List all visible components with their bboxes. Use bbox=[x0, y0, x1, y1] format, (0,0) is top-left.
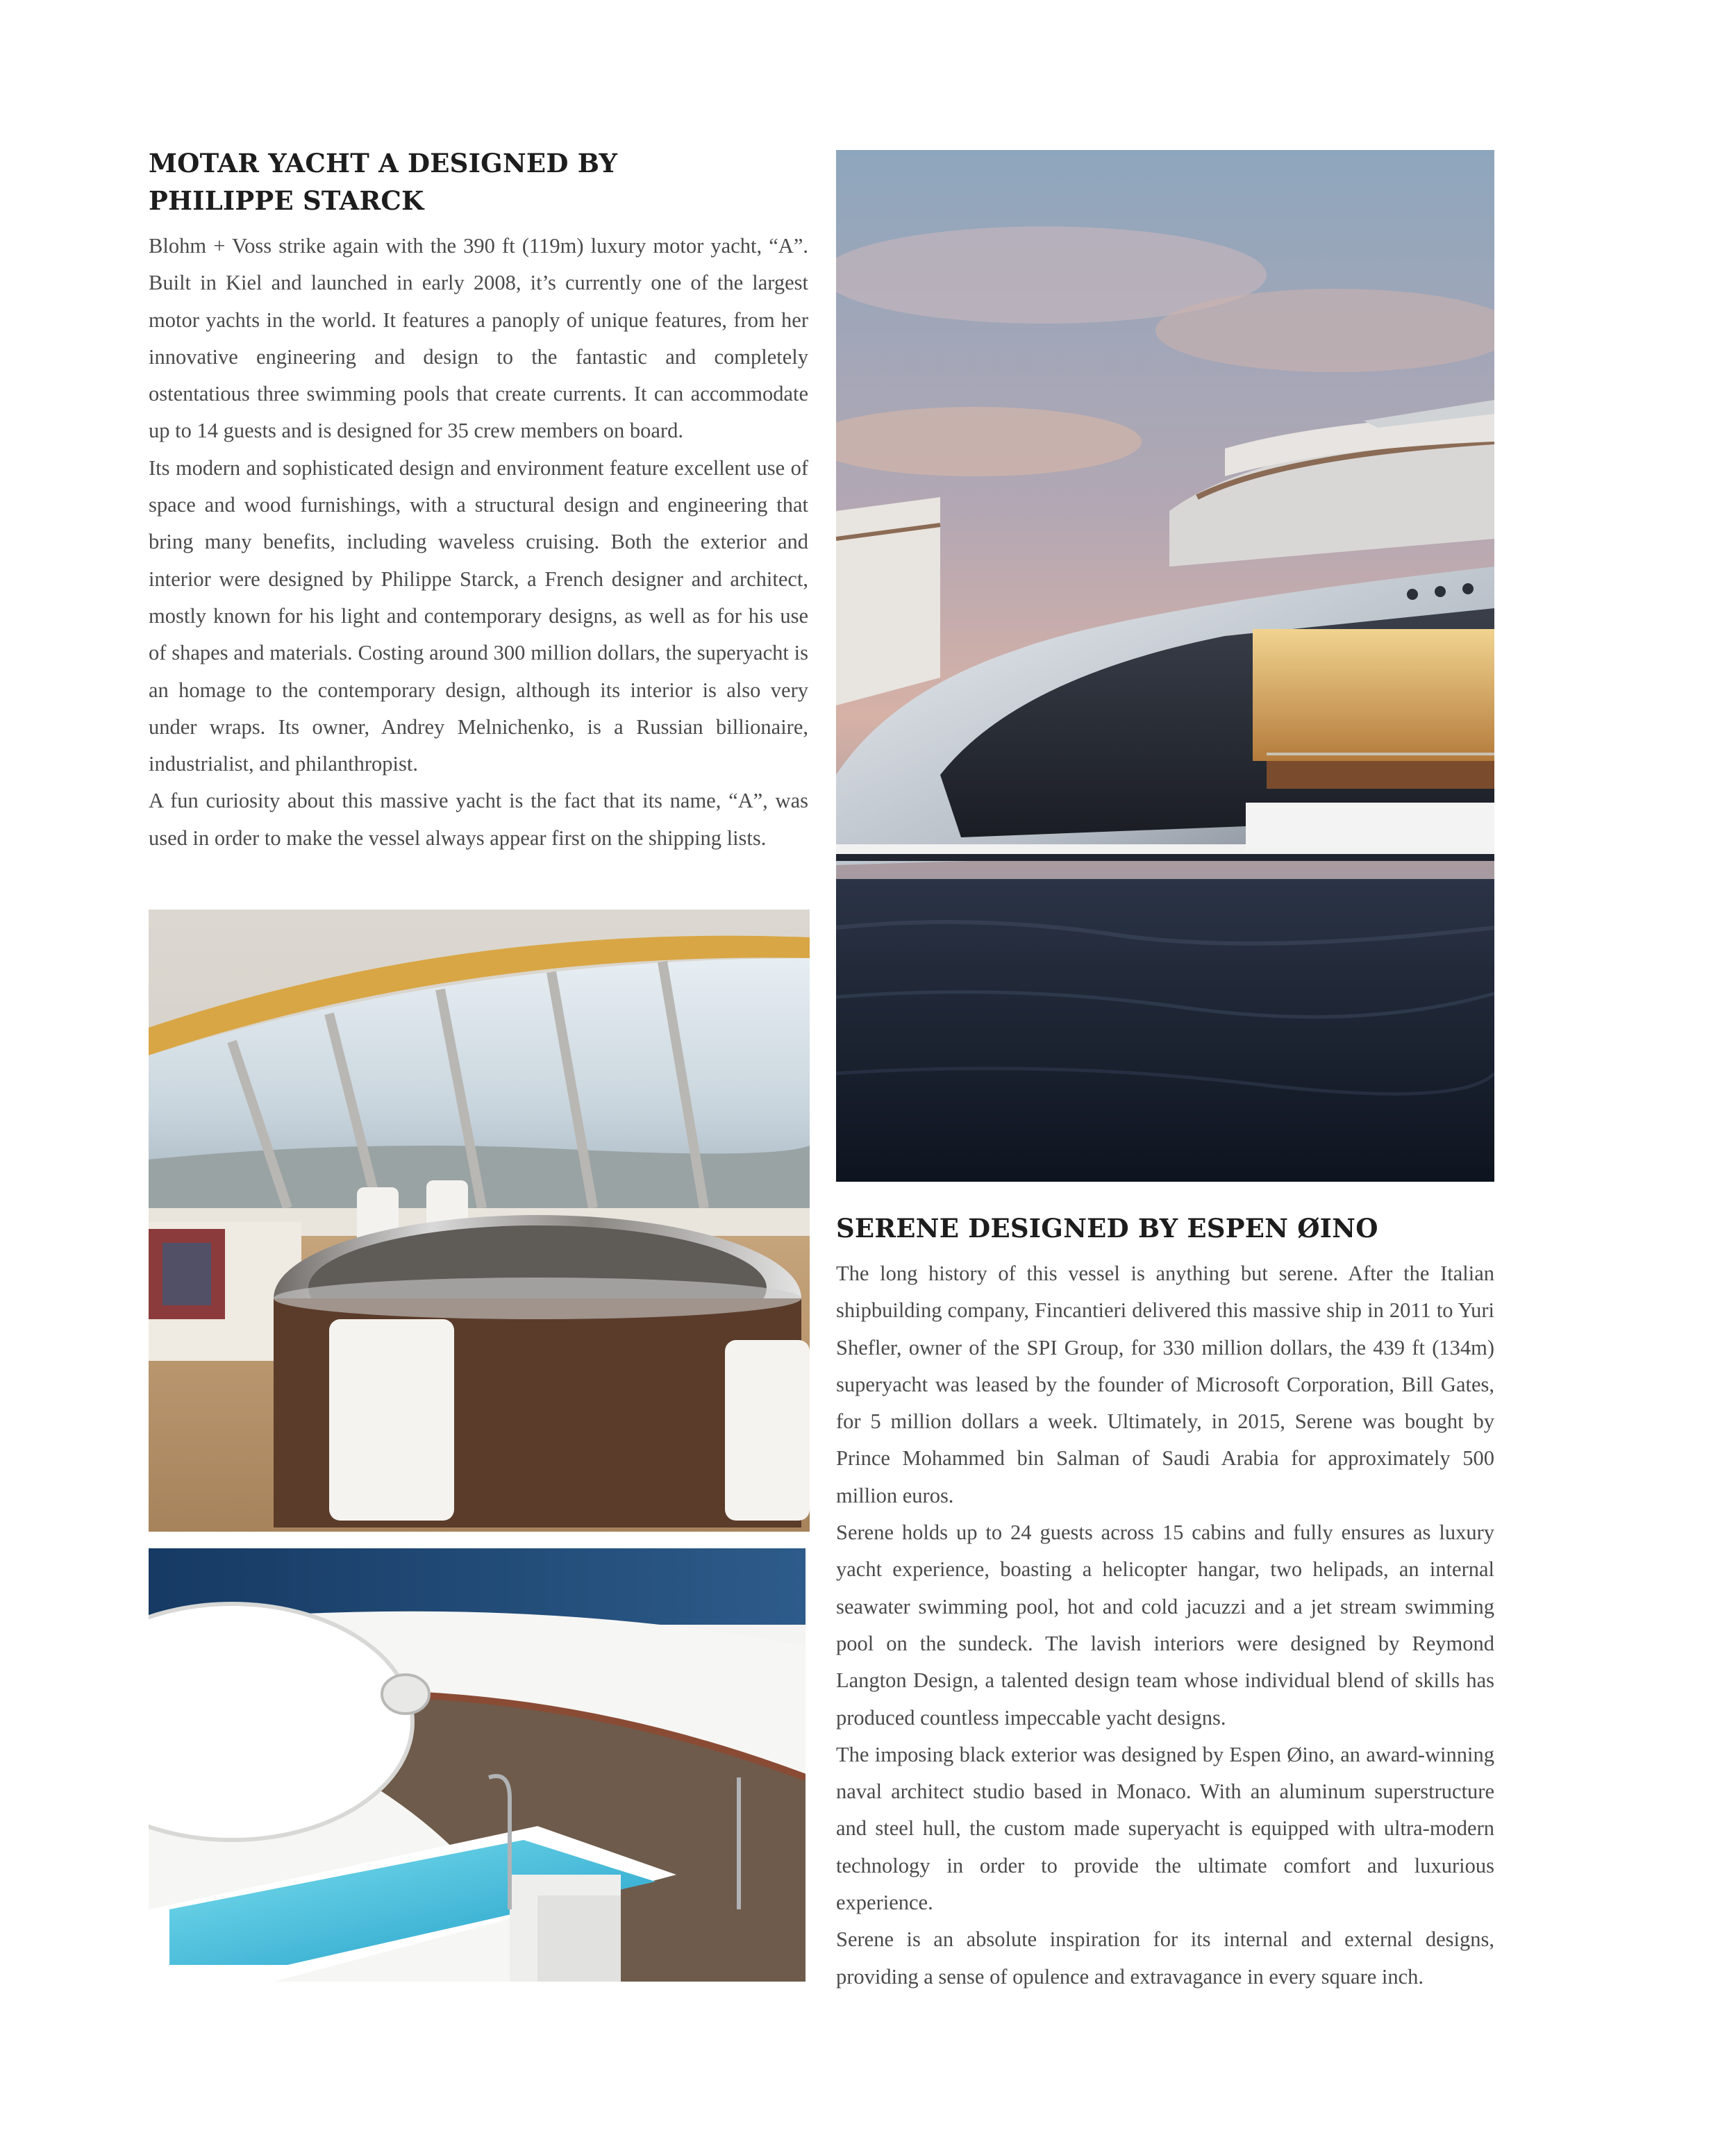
interior-jacuzzi-photo bbox=[149, 910, 810, 1532]
article-a-paragraph-3: A fun curiosity about this massive yacht is the fact that its name, “A”, was used in order to make the vessel always appear first on the shipping lists. bbox=[149, 789, 808, 850]
article-a-title bbox=[149, 144, 808, 219]
article-serene-paragraph-4: Serene is an absolute inspiration for its internal and external designs, providing a sense of opulence and extravagance in every square inch. bbox=[836, 1927, 1494, 1989]
article-serene-paragraph-3: The imposing black exterior was designed by Espen Øino, an award-winning naval architect studio based in Monaco. With an aluminum superstructure and steel hull, the custom made superyacht is equipped with ultra-modern technology in order to provide the ultimate comfort and luxurious experience. bbox=[836, 1742, 1494, 1915]
pool-deck-photo bbox=[149, 1548, 806, 1982]
article-serene-paragraph-2: Serene holds up to 24 guests across 15 cabins and fully ensures as luxury yacht experience, boasting a helicopter hangar, two helipads, an internal seawater swimming pool, hot and cold jacuzzi and a jet stream swimming pool on the sundeck. The lavish interiors were designed by Reymond Langton Design, a talented design team whose individual blend of skills has produced countless impeccable yacht designs. bbox=[836, 1521, 1494, 1730]
yacht-exterior-photo bbox=[836, 150, 1494, 1182]
article-a-title-line2: PHILIPPE STARCK bbox=[149, 185, 424, 216]
article-a-paragraph-1: Blohm + Voss strike again with the 390 ft (119m) luxury motor yacht, “A”. Built in Kiel and launched in early 2008, it’s currently one of the largest motor yachts in the world. It features a panoply of unique features, from her innovative engineering and design to the fantastic and completely ostentatious three swimming pools that create currents. It can accommodate up to 14 guests and is designed for 35 crew members on board. bbox=[149, 234, 808, 443]
article-a-paragraph-2: Its modern and sophisticated design and environment feature excellent use of space and wood furnishings, with a structural design and engineering that bring many benefits, including waveless cruising. Both the exterior and interior were designed by Philippe Starck, a French designer and architect, mostly known for his light and contemporary designs, as well as for his use of shapes and materials. Costing around 300 million dollars, the superyacht is an homage to the contemporary design, although its interior is also very under wraps. Its owner, Andrey Melnichenko, is a Russian billionaire, industrialist, and philanthropist. bbox=[149, 455, 808, 776]
article-serene bbox=[836, 1210, 1494, 1995]
article-a bbox=[149, 144, 808, 857]
article-serene-paragraph-1: The long history of this vessel is anything but serene. After the Italian shipbuilding company, Fincantieri delivered this massive ship in 2011 to Yuri Shefler, owner of the SPI Group, for 330 million dollars, the 439 ft (134m) superyacht was leased by the founder of Microsoft Corporation, Bill Gates, for 5 million dollars a week. Ultimately, in 2015, Serene was bought by Prince Mohammed bin Salman of Saudi Arabia for approximately 500 million euros. bbox=[836, 1262, 1494, 1507]
article-serene-title: SERENE DESIGNED BY ESPEN ØINO bbox=[836, 1213, 1378, 1244]
article-a-title-line1: MOTAR YACHT A DESIGNED BY bbox=[149, 148, 618, 178]
